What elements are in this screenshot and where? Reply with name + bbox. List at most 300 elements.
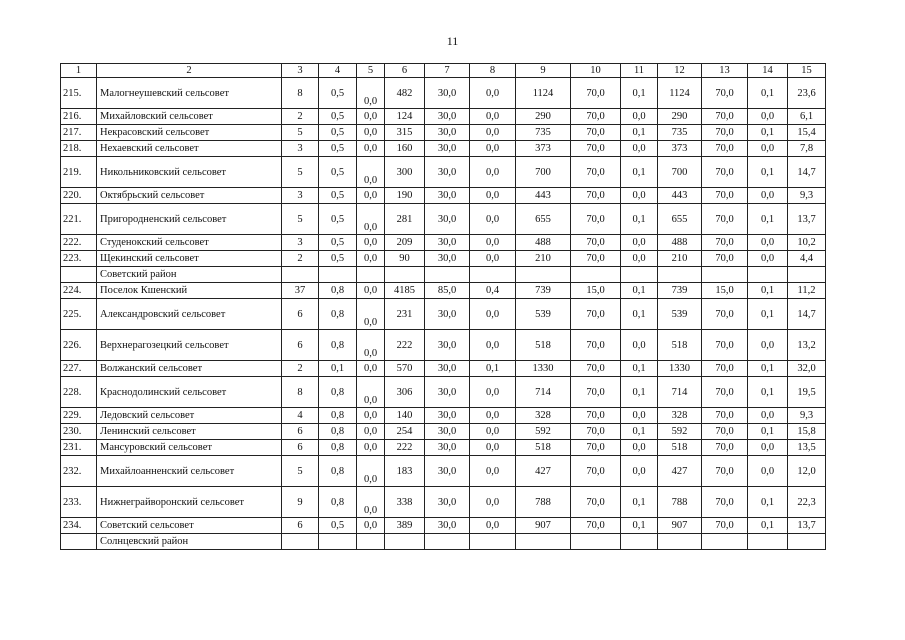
- table-cell: 290: [658, 109, 702, 125]
- table-cell: 13,2: [788, 330, 826, 361]
- table-cell: 0,0: [470, 518, 516, 534]
- row-number: 230.: [61, 424, 97, 440]
- table-cell: [788, 267, 826, 283]
- row-number: 227.: [61, 361, 97, 377]
- table-cell: 0,0: [470, 125, 516, 141]
- table-cell: 0,8: [319, 299, 357, 330]
- table-cell: 222: [385, 440, 425, 456]
- table-cell: 254: [385, 424, 425, 440]
- table-cell: 518: [658, 330, 702, 361]
- table-cell: 0,0: [470, 141, 516, 157]
- row-name: Поселок Кшенский: [97, 283, 282, 299]
- table-cell: 0,1: [748, 361, 788, 377]
- table-cell: 300: [385, 157, 425, 188]
- table-cell: 6,1: [788, 109, 826, 125]
- table-cell: 70,0: [571, 377, 621, 408]
- table-cell: 15,0: [571, 283, 621, 299]
- table-cell: 5: [282, 456, 319, 487]
- table-cell: 90: [385, 251, 425, 267]
- table-cell: 6: [282, 440, 319, 456]
- table-cell: 30,0: [425, 440, 470, 456]
- table-cell: 13,7: [788, 204, 826, 235]
- table-cell: 9: [282, 487, 319, 518]
- table-cell: 518: [516, 440, 571, 456]
- table-cell: 70,0: [702, 456, 748, 487]
- table-cell: 788: [658, 487, 702, 518]
- table-cell: 30,0: [425, 78, 470, 109]
- table-cell: 0,1: [621, 204, 658, 235]
- row-number: [61, 534, 97, 550]
- table-cell: 0,0: [748, 251, 788, 267]
- table-cell: 281: [385, 204, 425, 235]
- table-cell: 70,0: [702, 377, 748, 408]
- table-cell: 70,0: [571, 78, 621, 109]
- table-cell: 0,5: [319, 518, 357, 534]
- row-name: Ледовский сельсовет: [97, 408, 282, 424]
- table-cell: 30,0: [425, 235, 470, 251]
- table-cell: 0,1: [748, 424, 788, 440]
- table-cell: [282, 534, 319, 550]
- table-cell: [621, 534, 658, 550]
- table-cell: 70,0: [702, 188, 748, 204]
- table-cell: 70,0: [571, 330, 621, 361]
- table-cell: [319, 267, 357, 283]
- table-cell: 70,0: [702, 157, 748, 188]
- table-cell: 735: [516, 125, 571, 141]
- table-cell: 0,5: [319, 157, 357, 188]
- table-cell: 2: [282, 361, 319, 377]
- table-cell: 5: [282, 125, 319, 141]
- table-cell: 70,0: [702, 109, 748, 125]
- column-header: 3: [282, 64, 319, 78]
- table-cell: 0,1: [748, 299, 788, 330]
- table-cell: 0,0: [470, 424, 516, 440]
- table-cell: 70,0: [571, 456, 621, 487]
- table-cell: 30,0: [425, 157, 470, 188]
- table-cell: 0,1: [621, 125, 658, 141]
- table-cell: 592: [516, 424, 571, 440]
- table-cell: 0,8: [319, 408, 357, 424]
- table-cell: [385, 267, 425, 283]
- table-cell: 0,1: [748, 377, 788, 408]
- table-cell: 0,0: [621, 188, 658, 204]
- table-cell: 30,0: [425, 330, 470, 361]
- column-header: 8: [470, 64, 516, 78]
- table-cell: 231: [385, 299, 425, 330]
- table-row: [61, 456, 826, 487]
- table-cell: 655: [516, 204, 571, 235]
- table-cell: 70,0: [571, 408, 621, 424]
- table-cell: [516, 267, 571, 283]
- table-cell: 0,1: [621, 78, 658, 109]
- table-cell: 0,5: [319, 141, 357, 157]
- row-number: 223.: [61, 251, 97, 267]
- table-cell: 0,0: [357, 157, 385, 188]
- table-cell: [470, 534, 516, 550]
- table-cell: 4: [282, 408, 319, 424]
- table-cell: 6: [282, 518, 319, 534]
- table-cell: 0,0: [470, 299, 516, 330]
- row-name: Александровский сельсовет: [97, 299, 282, 330]
- table-cell: 5: [282, 204, 319, 235]
- table-cell: 160: [385, 141, 425, 157]
- table-cell: 0,1: [621, 299, 658, 330]
- table-row: [61, 299, 826, 330]
- table-cell: 0,5: [319, 204, 357, 235]
- table-cell: 306: [385, 377, 425, 408]
- table-cell: 13,7: [788, 518, 826, 534]
- column-header: 12: [658, 64, 702, 78]
- table-cell: 10,2: [788, 235, 826, 251]
- table-row: [61, 204, 826, 235]
- table-cell: 12,0: [788, 456, 826, 487]
- table-cell: 30,0: [425, 408, 470, 424]
- table-row: [61, 157, 826, 188]
- table-cell: 0,0: [357, 487, 385, 518]
- table-cell: 0,0: [357, 188, 385, 204]
- row-name: Нижнеграйворонский сельсовет: [97, 487, 282, 518]
- table-row: [61, 408, 826, 424]
- table-cell: 210: [516, 251, 571, 267]
- table-cell: 70,0: [571, 251, 621, 267]
- table-cell: 70,0: [702, 440, 748, 456]
- table-cell: 0,0: [470, 109, 516, 125]
- table-cell: 0,1: [748, 283, 788, 299]
- table-cell: [282, 267, 319, 283]
- table-cell: [357, 534, 385, 550]
- table-cell: 1124: [516, 78, 571, 109]
- table-cell: 0,0: [748, 456, 788, 487]
- data-table: [60, 63, 826, 550]
- table-cell: 0,0: [621, 408, 658, 424]
- table-cell: 4185: [385, 283, 425, 299]
- table-cell: [516, 534, 571, 550]
- table-cell: 70,0: [702, 251, 748, 267]
- table-row: [61, 440, 826, 456]
- row-name: Никольниковский сельсовет: [97, 157, 282, 188]
- table-cell: 183: [385, 456, 425, 487]
- table-cell: 0,0: [357, 408, 385, 424]
- table-cell: 70,0: [571, 424, 621, 440]
- table-row: [61, 534, 826, 550]
- table-cell: 0,0: [470, 487, 516, 518]
- table-cell: 0,1: [621, 487, 658, 518]
- table-cell: 539: [658, 299, 702, 330]
- table-cell: [425, 534, 470, 550]
- table-cell: 655: [658, 204, 702, 235]
- table-cell: 0,0: [357, 456, 385, 487]
- table-cell: 0,5: [319, 125, 357, 141]
- table-cell: 4,4: [788, 251, 826, 267]
- table-cell: 518: [658, 440, 702, 456]
- table-cell: 0,1: [748, 157, 788, 188]
- table-cell: 8: [282, 377, 319, 408]
- table-cell: 70,0: [571, 487, 621, 518]
- table-cell: 190: [385, 188, 425, 204]
- row-name: Пригородненский сельсовет: [97, 204, 282, 235]
- table-cell: 488: [658, 235, 702, 251]
- row-name: Верхнерагозецкий сельсовет: [97, 330, 282, 361]
- table-cell: 19,5: [788, 377, 826, 408]
- table-row: [61, 235, 826, 251]
- table-cell: 0,8: [319, 283, 357, 299]
- table-cell: 70,0: [571, 125, 621, 141]
- table-cell: 70,0: [571, 204, 621, 235]
- table-cell: 0,8: [319, 440, 357, 456]
- table-cell: 70,0: [571, 188, 621, 204]
- table-cell: 3: [282, 235, 319, 251]
- table-cell: 290: [516, 109, 571, 125]
- table-cell: 6: [282, 330, 319, 361]
- table-cell: 0,0: [357, 125, 385, 141]
- table-cell: 15,4: [788, 125, 826, 141]
- table-cell: 0,0: [621, 456, 658, 487]
- row-name: Студенокский сельсовет: [97, 235, 282, 251]
- table-cell: 0,0: [357, 204, 385, 235]
- row-number: 228.: [61, 377, 97, 408]
- table-cell: 2: [282, 109, 319, 125]
- table-cell: 0,0: [357, 109, 385, 125]
- column-header: 7: [425, 64, 470, 78]
- table-cell: 70,0: [702, 299, 748, 330]
- table-cell: 482: [385, 78, 425, 109]
- table-cell: 30,0: [425, 251, 470, 267]
- table-cell: 328: [516, 408, 571, 424]
- column-header: 11: [621, 64, 658, 78]
- row-number: 217.: [61, 125, 97, 141]
- table-cell: 70,0: [702, 408, 748, 424]
- table-cell: 124: [385, 109, 425, 125]
- row-name: Советский сельсовет: [97, 518, 282, 534]
- row-number: 233.: [61, 487, 97, 518]
- table-cell: 30,0: [425, 299, 470, 330]
- table-cell: 0,5: [319, 188, 357, 204]
- table-cell: 15,8: [788, 424, 826, 440]
- table-cell: 22,3: [788, 487, 826, 518]
- table-cell: 0,1: [621, 518, 658, 534]
- table-cell: 15,0: [702, 283, 748, 299]
- table-cell: 37: [282, 283, 319, 299]
- table-cell: 0,0: [470, 440, 516, 456]
- row-name: Солнцевский район: [97, 534, 282, 550]
- row-number: 219.: [61, 157, 97, 188]
- row-name: Малогнеушевский сельсовет: [97, 78, 282, 109]
- column-header: 10: [571, 64, 621, 78]
- table-cell: 0,0: [470, 157, 516, 188]
- table-cell: 0,0: [470, 188, 516, 204]
- table-cell: 0,0: [470, 204, 516, 235]
- table-cell: 0,1: [319, 361, 357, 377]
- table-cell: [621, 267, 658, 283]
- row-number: 231.: [61, 440, 97, 456]
- table-cell: 427: [658, 456, 702, 487]
- table-row: [61, 109, 826, 125]
- table-cell: 85,0: [425, 283, 470, 299]
- table-cell: 0,0: [357, 141, 385, 157]
- table-cell: 0,0: [621, 440, 658, 456]
- table-cell: 1330: [516, 361, 571, 377]
- row-name: Волжанский сельсовет: [97, 361, 282, 377]
- table-cell: [571, 534, 621, 550]
- table-cell: 6: [282, 424, 319, 440]
- table-cell: 0,0: [748, 141, 788, 157]
- table-row: [61, 188, 826, 204]
- table-cell: 0,1: [621, 424, 658, 440]
- table-cell: 70,0: [702, 330, 748, 361]
- table-cell: 788: [516, 487, 571, 518]
- table-cell: 70,0: [571, 518, 621, 534]
- table-cell: 735: [658, 125, 702, 141]
- table-cell: 739: [516, 283, 571, 299]
- table-cell: 0,8: [319, 424, 357, 440]
- table-cell: 23,6: [788, 78, 826, 109]
- table-cell: 30,0: [425, 456, 470, 487]
- table-cell: 70,0: [702, 518, 748, 534]
- table-cell: 70,0: [702, 78, 748, 109]
- column-header: 1: [61, 64, 97, 78]
- table-cell: 0,0: [621, 251, 658, 267]
- table-cell: 70,0: [571, 440, 621, 456]
- table-cell: [748, 267, 788, 283]
- table-cell: 30,0: [425, 109, 470, 125]
- row-name: Ленинский сельсовет: [97, 424, 282, 440]
- table-cell: 443: [516, 188, 571, 204]
- table-cell: 0,1: [621, 157, 658, 188]
- table-cell: 0,0: [621, 109, 658, 125]
- table-row: [61, 267, 826, 283]
- table-cell: 427: [516, 456, 571, 487]
- table-cell: 2: [282, 251, 319, 267]
- table-cell: 0,0: [470, 377, 516, 408]
- table-cell: 11,2: [788, 283, 826, 299]
- table-cell: 714: [516, 377, 571, 408]
- table-cell: 338: [385, 487, 425, 518]
- table-row: [61, 377, 826, 408]
- table-cell: 70,0: [571, 235, 621, 251]
- row-number: 220.: [61, 188, 97, 204]
- table-cell: [319, 534, 357, 550]
- column-header: 5: [357, 64, 385, 78]
- table-cell: 1124: [658, 78, 702, 109]
- table-cell: 30,0: [425, 204, 470, 235]
- table-cell: 140: [385, 408, 425, 424]
- table-cell: 1330: [658, 361, 702, 377]
- table-cell: [702, 267, 748, 283]
- row-name: Нехаевский сельсовет: [97, 141, 282, 157]
- table-cell: 0,0: [357, 78, 385, 109]
- table-cell: 70,0: [702, 125, 748, 141]
- table-cell: 0,5: [319, 235, 357, 251]
- row-name: Октябрьский сельсовет: [97, 188, 282, 204]
- table-row: [61, 361, 826, 377]
- row-number: 232.: [61, 456, 97, 487]
- table-cell: [658, 267, 702, 283]
- table-cell: 714: [658, 377, 702, 408]
- table-cell: 32,0: [788, 361, 826, 377]
- table-cell: 7,8: [788, 141, 826, 157]
- table-cell: 907: [516, 518, 571, 534]
- table-cell: 739: [658, 283, 702, 299]
- header-row: [61, 64, 826, 78]
- row-name: Михайлоанненский сельсовет: [97, 456, 282, 487]
- table-cell: 592: [658, 424, 702, 440]
- row-number: 215.: [61, 78, 97, 109]
- table-cell: 0,4: [470, 283, 516, 299]
- row-number: [61, 267, 97, 283]
- table-cell: 30,0: [425, 377, 470, 408]
- table-cell: 0,1: [748, 125, 788, 141]
- table-cell: 30,0: [425, 188, 470, 204]
- table-cell: 210: [658, 251, 702, 267]
- table-cell: 0,0: [357, 251, 385, 267]
- table-cell: 70,0: [571, 299, 621, 330]
- column-header: 4: [319, 64, 357, 78]
- table-cell: 570: [385, 361, 425, 377]
- table-cell: 0,0: [470, 251, 516, 267]
- table-cell: 0,0: [621, 141, 658, 157]
- table-cell: 518: [516, 330, 571, 361]
- table-cell: 700: [658, 157, 702, 188]
- table-cell: 0,5: [319, 251, 357, 267]
- table-cell: 0,0: [470, 330, 516, 361]
- table-cell: 3: [282, 141, 319, 157]
- table-row: [61, 251, 826, 267]
- table-cell: 443: [658, 188, 702, 204]
- table-cell: 0,8: [319, 456, 357, 487]
- table-cell: 700: [516, 157, 571, 188]
- table-cell: 70,0: [702, 204, 748, 235]
- table-cell: 373: [658, 141, 702, 157]
- table-cell: 0,0: [357, 283, 385, 299]
- table-cell: 0,0: [470, 408, 516, 424]
- table-row: [61, 141, 826, 157]
- table-cell: 30,0: [425, 125, 470, 141]
- table-row: [61, 518, 826, 534]
- table-cell: 0,0: [621, 235, 658, 251]
- table-cell: 0,5: [319, 78, 357, 109]
- table-row: [61, 125, 826, 141]
- row-number: 218.: [61, 141, 97, 157]
- column-header: 15: [788, 64, 826, 78]
- table-cell: 0,0: [748, 235, 788, 251]
- row-number: 222.: [61, 235, 97, 251]
- table-cell: 8: [282, 78, 319, 109]
- page-number: 11: [446, 34, 459, 48]
- table-cell: 0,8: [319, 330, 357, 361]
- table-cell: 70,0: [702, 424, 748, 440]
- table-row: [61, 330, 826, 361]
- table-cell: 0,0: [357, 330, 385, 361]
- table-cell: 0,0: [748, 109, 788, 125]
- table-cell: 13,5: [788, 440, 826, 456]
- table-cell: 0,1: [748, 487, 788, 518]
- table-cell: 0,8: [319, 487, 357, 518]
- column-header: 14: [748, 64, 788, 78]
- table-cell: [385, 534, 425, 550]
- table-cell: 0,0: [470, 456, 516, 487]
- row-name: Михайловский сельсовет: [97, 109, 282, 125]
- table-cell: 70,0: [702, 361, 748, 377]
- table-cell: 0,1: [748, 78, 788, 109]
- table-cell: 3: [282, 188, 319, 204]
- table-cell: 0,0: [748, 408, 788, 424]
- row-number: 229.: [61, 408, 97, 424]
- table-cell: 30,0: [425, 518, 470, 534]
- row-name: Некрасовский сельсовет: [97, 125, 282, 141]
- table-cell: 30,0: [425, 487, 470, 518]
- table-cell: 14,7: [788, 299, 826, 330]
- table-cell: 373: [516, 141, 571, 157]
